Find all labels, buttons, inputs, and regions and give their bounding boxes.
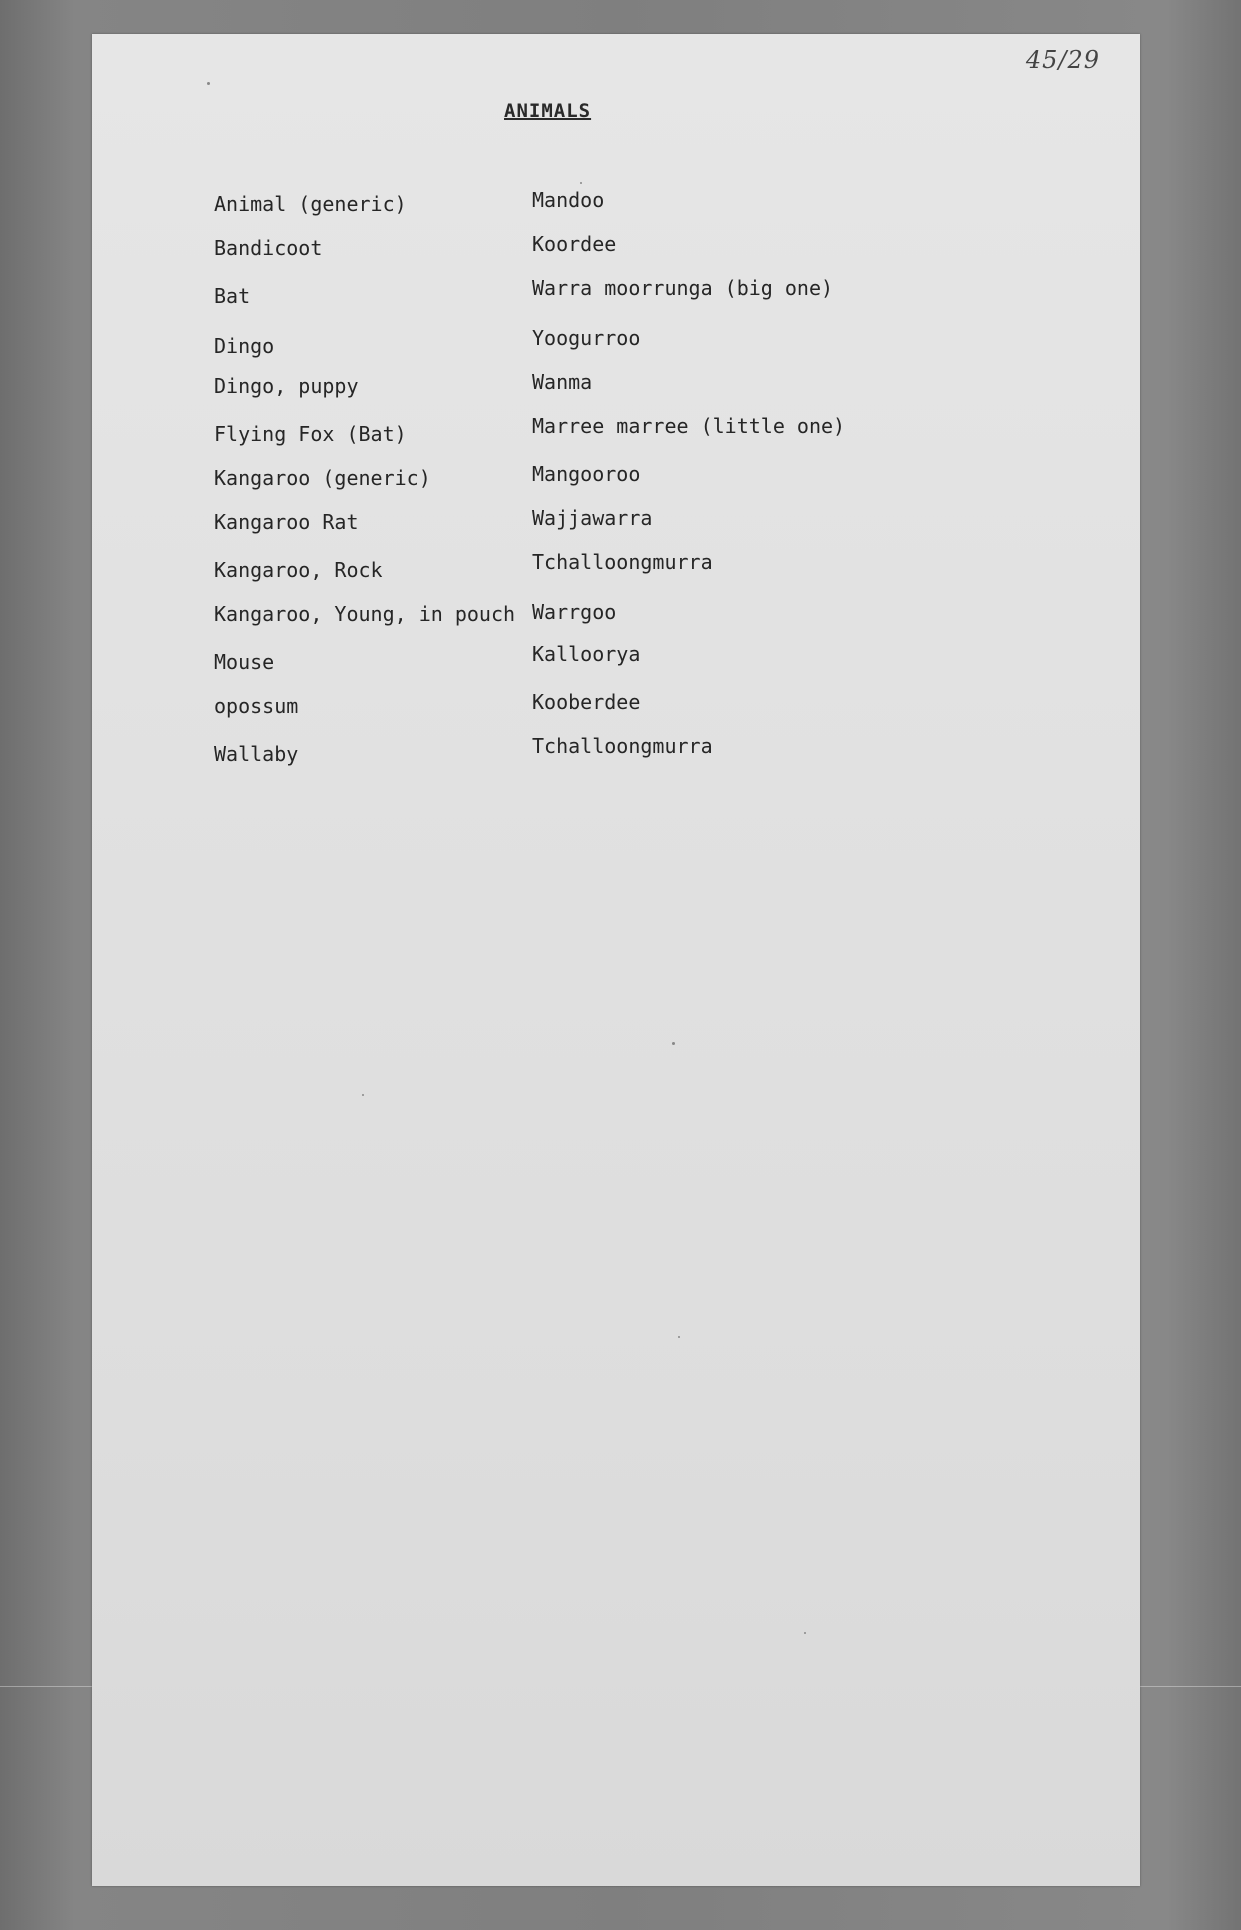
aboriginal-term: Marree marree (little one) [532, 414, 846, 438]
english-term: Mouse [214, 650, 275, 674]
aboriginal-term: Yoogurroo [532, 326, 641, 350]
english-term: Kangaroo (generic) [214, 466, 431, 490]
aboriginal-term: Warrgoo [532, 600, 617, 624]
english-term: Bat [214, 284, 251, 308]
aboriginal-term: Warra moorrunga (big one) [532, 276, 834, 300]
english-term: Animal (generic) [214, 192, 407, 216]
english-term: Bandicoot [214, 236, 323, 260]
vocab-entry [214, 370, 974, 418]
paper-speck [804, 1632, 806, 1634]
aboriginal-term: Kooberdee [532, 690, 641, 714]
aboriginal-term: Kalloorya [532, 642, 641, 666]
english-term: Kangaroo, Rock [214, 558, 383, 582]
page-title: ANIMALS [504, 100, 592, 122]
english-term: Flying Fox (Bat) [214, 422, 407, 446]
vocab-entry [214, 188, 974, 236]
vocab-entry [214, 462, 974, 510]
paper-speck [207, 82, 210, 85]
vocab-entry [214, 642, 974, 694]
vocab-entry [214, 414, 974, 466]
vocab-entry [214, 232, 974, 280]
english-term: Dingo, puppy [214, 374, 359, 398]
english-term: Wallaby [214, 742, 299, 766]
aboriginal-term: Wajjawarra [532, 506, 653, 530]
aboriginal-term: Mangooroo [532, 462, 641, 486]
vocab-entry [214, 690, 974, 738]
page-number: 45/29 [1025, 46, 1100, 74]
english-term: Dingo [214, 334, 275, 358]
vocab-entry [214, 506, 974, 554]
paper-speck [362, 1094, 364, 1096]
english-term: opossum [214, 694, 299, 718]
aboriginal-term: Koordee [532, 232, 617, 256]
vocab-entry [214, 734, 974, 782]
english-term: Kangaroo, Young, in pouch [214, 602, 516, 626]
vocabulary-list [214, 188, 974, 782]
paper-speck [672, 1042, 675, 1045]
aboriginal-term: Mandoo [532, 188, 605, 212]
vocab-entry [214, 550, 974, 602]
aboriginal-term: Tchalloongmurra [532, 550, 713, 574]
vocab-entry [214, 326, 974, 374]
aboriginal-term: Wanma [532, 370, 593, 394]
aboriginal-term: Tchalloongmurra [532, 734, 713, 758]
paper-speck [580, 182, 582, 184]
english-term: Kangaroo Rat [214, 510, 359, 534]
vocab-entry [214, 602, 974, 646]
document-page [92, 34, 1140, 1886]
paper-speck [678, 1336, 680, 1338]
vocab-entry [214, 276, 974, 330]
